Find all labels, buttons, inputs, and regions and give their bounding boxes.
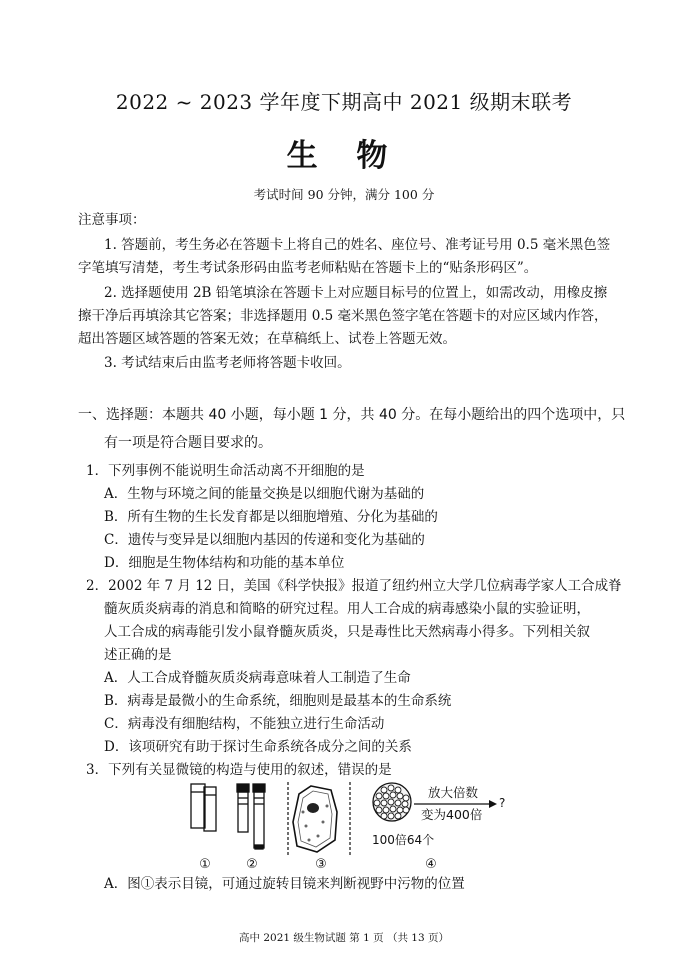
question-1-stem: 1．下列事例不能说明生命活动离不开细胞的是 [86, 463, 365, 479]
exam-title: 2022 ~ 2023 学年度下期高中 2021 级期末联考 [115, 90, 573, 114]
question-2-option-a: A．人工合成脊髓灰质炎病毒意味着人工制造了生命 [104, 670, 411, 686]
arrow-top-label: 放大倍数 [428, 785, 479, 800]
question-1-option-b: B．所有生物的生长发育都是以细胞增殖、分化为基础的 [104, 509, 438, 525]
option-a-circled-number: ① [140, 876, 155, 892]
question-1-option-a: A．生物与环境之间的能量交换是以细胞代谢为基础的 [104, 486, 425, 502]
question-3-option-a [104, 873, 465, 896]
question-3-stem: 3．下列有关显微镜的构造与使用的叙述，错误的是 [86, 762, 392, 778]
cell-field-drawing [288, 782, 350, 856]
cell-cluster-drawing [372, 783, 505, 847]
microscope-figure [185, 782, 515, 874]
note-line: 字笔填写清楚，考生考试条形码由监考老师粘贴在答题卡上的“贴条形码区”。 [78, 260, 538, 276]
question-2-option-b: B．病毒是最微小的生命系统，细胞则是最基本的生命系统 [104, 693, 452, 709]
note-line: 1. 答题前，考生务必在答题卡上将自己的姓名、座位号、准考证号用 0.5 毫米黑色签 [104, 237, 611, 253]
eyepiece-drawing [191, 784, 216, 831]
question-2-option-c: C．病毒没有细胞结构，不能独立进行生命活动 [104, 716, 385, 732]
question-2-stem: 述正确的是 [104, 647, 172, 663]
option-a-prefix: A．图 [104, 876, 141, 892]
question-mark: ? [499, 796, 506, 810]
count-label: 100倍64个 [372, 833, 435, 847]
page-footer: 高中 2021 级生物试题 第 1 页 （共 13 页） [239, 932, 449, 944]
question-1-option-d: D．细胞是生物体结构和功能的基本单位 [104, 555, 345, 571]
section-heading-cont: 有一项是符合题目要求的。 [104, 435, 272, 451]
question-2-option-d: D．该项研究有助于探讨生命系统各成分之间的关系 [104, 739, 412, 755]
note-line: 擦干净后再填涂其它答案；非选择题用 0.5 毫米黑色签字笔在答题卡的对应区域内作答， [78, 308, 608, 324]
figure-label-3: ③ [315, 857, 327, 872]
question-1-option-c: C．遗传与变异是以细胞内基因的传递和变化为基础的 [104, 532, 425, 548]
note-line: 3. 考试结束后由监考老师将答题卡收回。 [104, 355, 351, 371]
arrow-bottom-label: 变为400倍 [421, 807, 483, 822]
question-2-stem: 2．2002 年 7 月 12 日，美国《科学快报》报道了纽约州立大学几位病毒学家人工合成脊 [86, 578, 622, 594]
exam-time-info: 考试时间 90 分钟，满分 100 分 [253, 187, 435, 202]
objective-drawing [237, 784, 265, 849]
section-heading: 一、选择题：本题共 40 小题，每小题 1 分，共 40 分。在每小题给出的四个选项中，只 [78, 407, 626, 423]
question-2-stem: 髓灰质炎病毒的消息和简略的研究过程。用人工合成的病毒感染小鼠的实验证明， [104, 601, 590, 617]
figure-label-1: ① [199, 857, 211, 872]
note-line: 2. 选择题使用 2B 铅笔填涂在答题卡上对应题目标号的位置上，如需改动，用橡皮擦 [104, 285, 608, 301]
note-line: 超出答题区域答题的答案无效；在草稿纸上、试卷上答题无效。 [78, 331, 456, 347]
figure-label-2: ② [246, 857, 258, 872]
figure-label-4: ④ [425, 857, 437, 872]
notes-heading: 注意事项： [78, 212, 146, 228]
subject-title: 生 物 [286, 138, 402, 174]
option-a-text: 表示目镜，可通过旋转目镜来判断视野中污物的位置 [154, 876, 465, 892]
question-2-stem: 人工合成的病毒能引发小鼠脊髓灰质炎，只是毒性比天然病毒小得多。下列相关叙 [104, 624, 590, 640]
